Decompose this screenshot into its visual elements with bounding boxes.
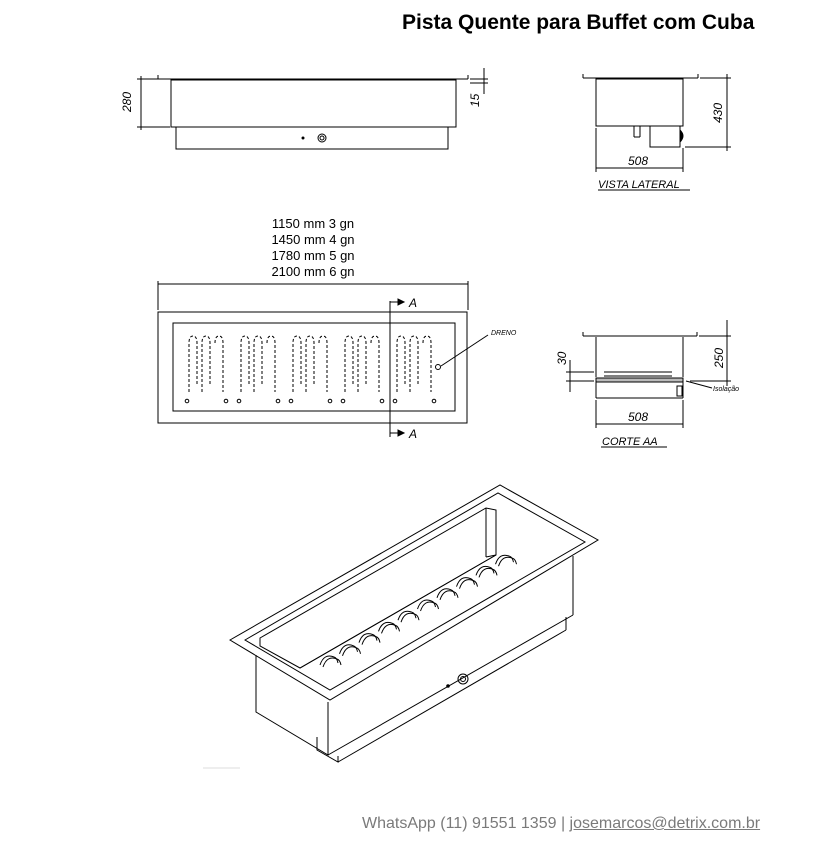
coil-loop — [267, 336, 275, 392]
section-inset-dim: 30 — [555, 351, 569, 365]
coil-loop — [241, 336, 249, 392]
side-width-dim: 508 — [628, 154, 649, 168]
lip-dim: 15 — [468, 93, 482, 107]
section-height-dim: 250 — [712, 347, 726, 368]
email-link[interactable]: josemarcos@detrix.com.br — [569, 815, 761, 832]
coil-terminal — [276, 399, 280, 403]
whatsapp-text: WhatsApp (11) 91551 1359 | — [362, 815, 570, 832]
section-view-label: CORTE AA — [602, 436, 658, 448]
section-width-dim: 508 — [628, 410, 649, 424]
iso-coil-loop — [320, 656, 338, 665]
coil-terminal — [341, 399, 345, 403]
coil-loop — [358, 336, 366, 392]
iso-coil-loop — [340, 645, 358, 654]
coil-loop — [371, 336, 379, 392]
iso-coil-loop — [476, 566, 494, 575]
coil-terminal — [224, 399, 228, 403]
iso-coil-loop — [359, 634, 377, 643]
side-view-label: VISTA LATERAL — [598, 179, 680, 191]
top-view — [158, 281, 517, 441]
coil-terminal — [380, 399, 384, 403]
iso-coil-loop — [398, 611, 416, 620]
coil-loop — [293, 336, 301, 392]
size-option: 1150 mm 3 gn — [271, 216, 355, 231]
section-mark-top: A — [409, 296, 418, 310]
coil-terminal — [328, 399, 332, 403]
coil-loop — [410, 336, 418, 392]
iso-coil-loop — [418, 600, 436, 609]
coil-loop — [189, 336, 197, 392]
iso-coil-loop — [496, 555, 514, 564]
section-mark-bottom: A — [409, 427, 418, 441]
coil-loop — [306, 336, 314, 392]
insulation-label: Isolação — [713, 386, 740, 393]
iso-coil-loop — [437, 589, 455, 598]
size-option: 1450 mm 4 gn — [271, 232, 355, 247]
side-view — [583, 74, 731, 191]
coil-loop — [397, 336, 405, 392]
coil-terminal — [237, 399, 241, 403]
front-view — [120, 68, 488, 149]
drawing-title: Pista Quente para Buffet com Cuba — [402, 11, 755, 34]
coil-loop — [423, 336, 431, 392]
contact-footer — [362, 815, 760, 833]
coil-loop — [202, 336, 210, 392]
section-view — [555, 320, 739, 448]
side-height-dim: 430 — [711, 102, 725, 123]
drain-label: DRENO — [491, 330, 517, 337]
iso-coil-loop — [457, 578, 475, 587]
coil-loop — [254, 336, 262, 392]
coil-loop — [215, 336, 223, 392]
coil-terminal — [432, 399, 436, 403]
size-option: 1780 mm 5 gn — [271, 248, 355, 263]
iso-coil-loop — [379, 622, 397, 631]
heating-coils — [185, 336, 436, 403]
coil-loop — [345, 336, 353, 392]
isometric-view — [203, 485, 598, 768]
coil-terminal — [393, 399, 397, 403]
size-option: 2100 mm 6 gn — [271, 264, 355, 279]
coil-loop — [319, 336, 327, 392]
front-height-dim: 280 — [120, 91, 134, 112]
coil-terminal — [185, 399, 189, 403]
coil-terminal — [289, 399, 293, 403]
